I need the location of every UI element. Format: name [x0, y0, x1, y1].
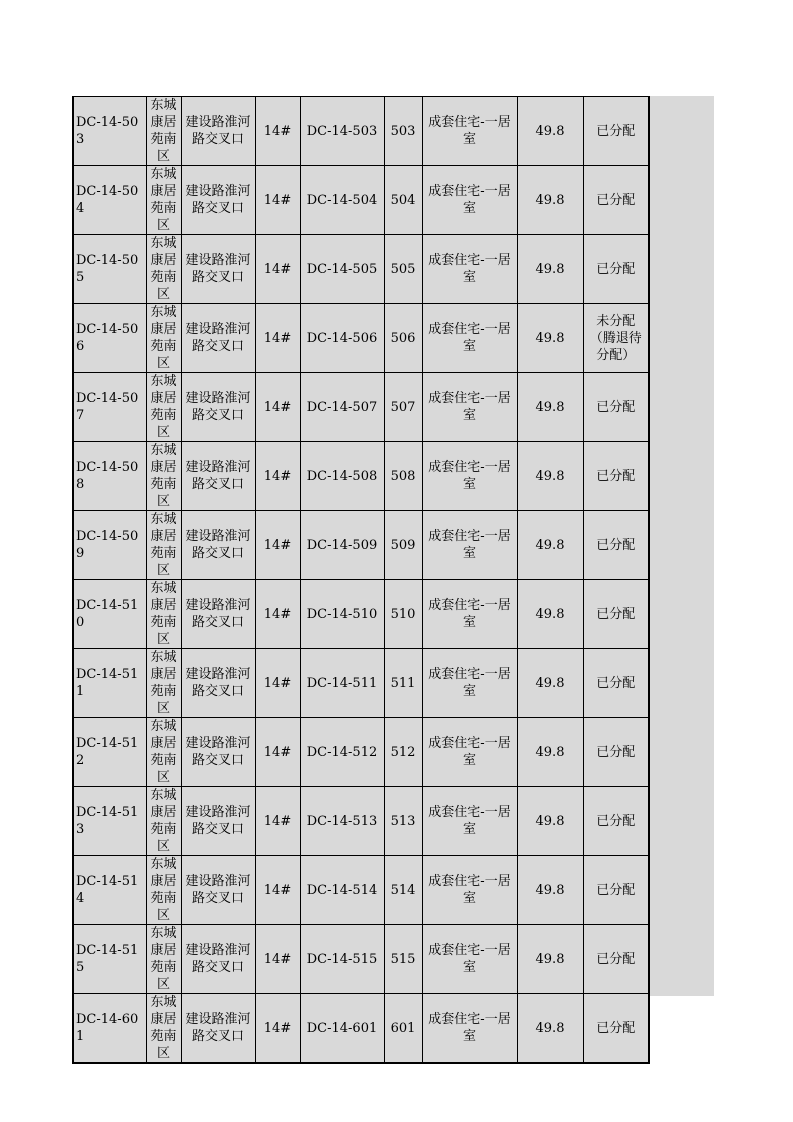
cell-address: 建设路淮河 路交叉口 — [181, 856, 255, 925]
cell-status: 已分配 — [583, 97, 649, 166]
cell-unit-code: DC-14-504 — [300, 166, 384, 235]
cell-status: 已分配 — [583, 925, 649, 994]
cell-code: DC-14-504 — [73, 166, 146, 235]
table-row — [73, 994, 649, 1064]
table-row — [73, 925, 649, 994]
cell-unit-code: DC-14-601 — [300, 994, 384, 1064]
cell-area: 49.8 — [517, 718, 583, 787]
cell-code: DC-14-515 — [73, 925, 146, 994]
cell-area: 49.8 — [517, 787, 583, 856]
cell-unit-code: DC-14-511 — [300, 649, 384, 718]
cell-room: 504 — [384, 166, 422, 235]
cell-status: 已分配 — [583, 373, 649, 442]
cell-building: 14# — [255, 856, 300, 925]
cell-unit-code: DC-14-505 — [300, 235, 384, 304]
cell-status: 已分配 — [583, 166, 649, 235]
cell-type: 成套住宅-一居 室 — [422, 580, 517, 649]
table-row — [73, 649, 649, 718]
cell-room: 506 — [384, 304, 422, 373]
cell-area: 49.8 — [517, 373, 583, 442]
cell-building: 14# — [255, 649, 300, 718]
cell-room: 515 — [384, 925, 422, 994]
cell-area: 49.8 — [517, 994, 583, 1064]
cell-district: 东城 康居 苑南 区 — [146, 649, 181, 718]
cell-unit-code: DC-14-507 — [300, 373, 384, 442]
cell-area: 49.8 — [517, 166, 583, 235]
table-row — [73, 718, 649, 787]
cell-status: 已分配 — [583, 580, 649, 649]
cell-area: 49.8 — [517, 235, 583, 304]
cell-building: 14# — [255, 511, 300, 580]
cell-area: 49.8 — [517, 925, 583, 994]
cell-type: 成套住宅-一居 室 — [422, 511, 517, 580]
cell-unit-code: DC-14-510 — [300, 580, 384, 649]
cell-type: 成套住宅-一居 室 — [422, 373, 517, 442]
cell-type: 成套住宅-一居 室 — [422, 166, 517, 235]
cell-address: 建设路淮河 路交叉口 — [181, 442, 255, 511]
cell-district: 东城 康居 苑南 区 — [146, 925, 181, 994]
cell-unit-code: DC-14-506 — [300, 304, 384, 373]
cell-address: 建设路淮河 路交叉口 — [181, 649, 255, 718]
cell-room: 514 — [384, 856, 422, 925]
cell-room: 510 — [384, 580, 422, 649]
cell-area: 49.8 — [517, 856, 583, 925]
cell-area: 49.8 — [517, 511, 583, 580]
cell-status: 已分配 — [583, 235, 649, 304]
cell-building: 14# — [255, 442, 300, 511]
cell-building: 14# — [255, 925, 300, 994]
cell-area: 49.8 — [517, 442, 583, 511]
cell-address: 建设路淮河 路交叉口 — [181, 511, 255, 580]
cell-code: DC-14-601 — [73, 994, 146, 1064]
cell-room: 505 — [384, 235, 422, 304]
cell-area: 49.8 — [517, 97, 583, 166]
cell-district: 东城 康居 苑南 区 — [146, 994, 181, 1064]
cell-code: DC-14-506 — [73, 304, 146, 373]
cell-status: 已分配 — [583, 718, 649, 787]
cell-room: 601 — [384, 994, 422, 1064]
table-row — [73, 166, 649, 235]
cell-building: 14# — [255, 304, 300, 373]
cell-district: 东城 康居 苑南 区 — [146, 787, 181, 856]
gray-margin-band — [647, 96, 714, 996]
cell-status: 已分配 — [583, 442, 649, 511]
cell-room: 508 — [384, 442, 422, 511]
cell-code: DC-14-511 — [73, 649, 146, 718]
cell-type: 成套住宅-一居 室 — [422, 235, 517, 304]
cell-room: 507 — [384, 373, 422, 442]
cell-code: DC-14-503 — [73, 97, 146, 166]
cell-code: DC-14-509 — [73, 511, 146, 580]
cell-district: 东城 康居 苑南 区 — [146, 235, 181, 304]
table-row — [73, 442, 649, 511]
cell-district: 东城 康居 苑南 区 — [146, 97, 181, 166]
table-row — [73, 373, 649, 442]
cell-code: DC-14-514 — [73, 856, 146, 925]
cell-building: 14# — [255, 787, 300, 856]
table-row — [73, 856, 649, 925]
cell-building: 14# — [255, 97, 300, 166]
cell-district: 东城 康居 苑南 区 — [146, 442, 181, 511]
cell-area: 49.8 — [517, 649, 583, 718]
cell-room: 511 — [384, 649, 422, 718]
cell-status: 未分配 （腾退待 分配） — [583, 304, 649, 373]
cell-type: 成套住宅-一居 室 — [422, 787, 517, 856]
table-row — [73, 511, 649, 580]
cell-type: 成套住宅-一居 室 — [422, 649, 517, 718]
cell-room: 503 — [384, 97, 422, 166]
cell-type: 成套住宅-一居 室 — [422, 925, 517, 994]
cell-address: 建设路淮河 路交叉口 — [181, 925, 255, 994]
cell-status: 已分配 — [583, 856, 649, 925]
cell-unit-code: DC-14-512 — [300, 718, 384, 787]
cell-type: 成套住宅-一居 室 — [422, 304, 517, 373]
cell-unit-code: DC-14-508 — [300, 442, 384, 511]
cell-type: 成套住宅-一居 室 — [422, 856, 517, 925]
cell-unit-code: DC-14-515 — [300, 925, 384, 994]
cell-address: 建设路淮河 路交叉口 — [181, 235, 255, 304]
cell-status: 已分配 — [583, 994, 649, 1064]
cell-district: 东城 康居 苑南 区 — [146, 580, 181, 649]
table-row — [73, 787, 649, 856]
cell-building: 14# — [255, 373, 300, 442]
table-row — [73, 235, 649, 304]
cell-code: DC-14-512 — [73, 718, 146, 787]
cell-status: 已分配 — [583, 511, 649, 580]
cell-district: 东城 康居 苑南 区 — [146, 166, 181, 235]
cell-status: 已分配 — [583, 649, 649, 718]
cell-room: 513 — [384, 787, 422, 856]
cell-building: 14# — [255, 718, 300, 787]
cell-unit-code: DC-14-509 — [300, 511, 384, 580]
table-row — [73, 580, 649, 649]
cell-type: 成套住宅-一居 室 — [422, 97, 517, 166]
table-row — [73, 304, 649, 373]
cell-address: 建设路淮河 路交叉口 — [181, 304, 255, 373]
cell-area: 49.8 — [517, 580, 583, 649]
cell-code: DC-14-513 — [73, 787, 146, 856]
cell-address: 建设路淮河 路交叉口 — [181, 580, 255, 649]
cell-address: 建设路淮河 路交叉口 — [181, 994, 255, 1064]
cell-building: 14# — [255, 166, 300, 235]
cell-district: 东城 康居 苑南 区 — [146, 856, 181, 925]
cell-address: 建设路淮河 路交叉口 — [181, 97, 255, 166]
cell-district: 东城 康居 苑南 区 — [146, 718, 181, 787]
cell-district: 东城 康居 苑南 区 — [146, 373, 181, 442]
cell-address: 建设路淮河 路交叉口 — [181, 373, 255, 442]
cell-room: 512 — [384, 718, 422, 787]
cell-type: 成套住宅-一居 室 — [422, 718, 517, 787]
cell-building: 14# — [255, 580, 300, 649]
cell-unit-code: DC-14-513 — [300, 787, 384, 856]
cell-district: 东城 康居 苑南 区 — [146, 511, 181, 580]
cell-code: DC-14-510 — [73, 580, 146, 649]
cell-district: 东城 康居 苑南 区 — [146, 304, 181, 373]
cell-area: 49.8 — [517, 304, 583, 373]
cell-code: DC-14-508 — [73, 442, 146, 511]
table-row — [73, 97, 649, 166]
table-body — [73, 97, 649, 1064]
cell-unit-code: DC-14-514 — [300, 856, 384, 925]
cell-address: 建设路淮河 路交叉口 — [181, 787, 255, 856]
cell-address: 建设路淮河 路交叉口 — [181, 718, 255, 787]
housing-allocation-table — [72, 96, 650, 1064]
cell-address: 建设路淮河 路交叉口 — [181, 166, 255, 235]
cell-building: 14# — [255, 235, 300, 304]
cell-code: DC-14-505 — [73, 235, 146, 304]
cell-status: 已分配 — [583, 787, 649, 856]
cell-type: 成套住宅-一居 室 — [422, 994, 517, 1064]
cell-room: 509 — [384, 511, 422, 580]
cell-type: 成套住宅-一居 室 — [422, 442, 517, 511]
cell-unit-code: DC-14-503 — [300, 97, 384, 166]
cell-code: DC-14-507 — [73, 373, 146, 442]
cell-building: 14# — [255, 994, 300, 1064]
